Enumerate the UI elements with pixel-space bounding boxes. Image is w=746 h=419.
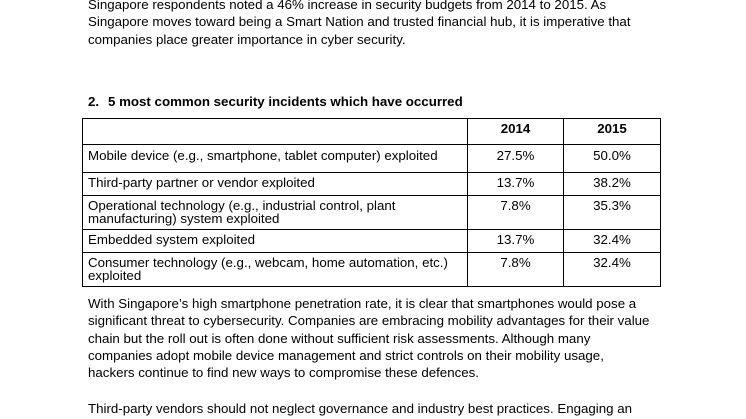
- table-row: [83, 196, 661, 230]
- intro-line: Singapore respondents noted a 46% increase in security budgets from 2014 to 2015. As: [88, 0, 607, 12]
- section-heading: [88, 94, 463, 109]
- table-header-2014: 2014: [468, 119, 564, 145]
- body-line: With Singapore’s high smartphone penetration rate, it is clear that smartphones would pose a: [88, 296, 637, 311]
- section-number: 2.: [88, 94, 100, 109]
- value-2014: 13.7%: [468, 173, 564, 196]
- incident-description: [83, 230, 468, 253]
- value-2015: 35.3%: [564, 196, 661, 230]
- body-line: companies adopt mobile device management and strict controls on their mobility usage,: [88, 347, 604, 363]
- table-row: [83, 173, 661, 196]
- intro-line: Singapore moves toward being a Smart Nation and trusted financial hub, it is imperative that: [88, 14, 631, 30]
- table-row: [83, 145, 661, 173]
- value-2014: 27.5%: [468, 145, 564, 173]
- incident-description-line: exploited: [88, 268, 142, 283]
- incident-description: [83, 196, 468, 230]
- table-header-row: [83, 119, 661, 145]
- value-2014: 7.8%: [468, 253, 564, 287]
- incident-description-line: Third-party partner or vendor exploited: [88, 175, 315, 190]
- table-row: [83, 230, 661, 253]
- incidents-table: [82, 118, 661, 287]
- incident-description-line: manufacturing) system exploited: [88, 211, 280, 226]
- incident-description: [83, 253, 468, 287]
- value-2015: 50.0%: [564, 145, 661, 173]
- body-line: hackers continue to find new ways to compromise these defences.: [88, 365, 479, 381]
- incident-description: [83, 145, 468, 173]
- incident-description-line: Operational technology (e.g., industrial control, plant: [88, 198, 396, 213]
- intro-paragraph: [88, 0, 688, 48]
- closing-line: Third-party vendors should not neglect governance and industry best practices. Engaging an: [88, 401, 633, 416]
- value-2014: 7.8%: [468, 196, 564, 230]
- incident-description-line: Embedded system exploited: [88, 232, 256, 247]
- value-2015: 38.2%: [564, 173, 661, 196]
- body-line: chain but the roll out is often done without sufficient risk assessments. Although many: [88, 330, 591, 346]
- table-header-2015: 2015: [564, 119, 661, 145]
- incident-description: [83, 173, 468, 196]
- value-2014: 13.7%: [468, 230, 564, 253]
- incident-description-line: Consumer technology (e.g., webcam, home automation, etc.): [88, 255, 448, 270]
- table-header-description: [83, 119, 468, 145]
- value-2015: 32.4%: [564, 230, 661, 253]
- intro-line: companies place greater importance in cyber security.: [88, 31, 406, 47]
- section-title: 5 most common security incidents which have occurred: [108, 94, 463, 109]
- table-row: [83, 253, 661, 287]
- body-line: significant threat to cybersecurity. Companies are embracing mobility advantages for their value: [88, 313, 650, 329]
- incident-description-line: Mobile device (e.g., smartphone, tablet computer) exploited: [88, 148, 438, 163]
- body-paragraph: [88, 295, 688, 381]
- closing-paragraph: [88, 400, 688, 417]
- value-2015: 32.4%: [564, 253, 661, 287]
